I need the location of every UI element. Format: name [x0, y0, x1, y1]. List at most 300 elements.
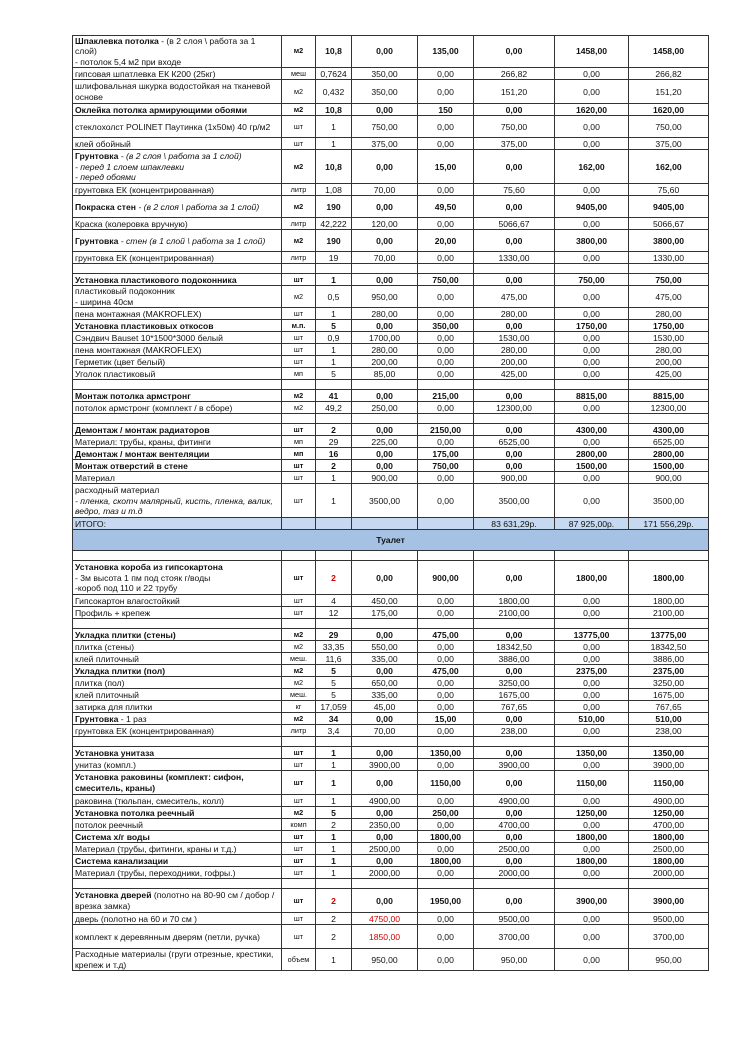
unit: мп: [282, 436, 316, 448]
unit: шт: [282, 274, 316, 286]
empty-cell: [474, 737, 555, 747]
empty-cell: [474, 414, 555, 424]
unit: литр: [282, 252, 316, 264]
price-material: 225,00: [352, 436, 418, 448]
price-material: 0,00: [352, 889, 418, 913]
unit: шт: [282, 925, 316, 949]
item-name: Демонтаж / монтаж вентеляции: [73, 448, 282, 460]
sum-work: 0,00: [555, 607, 629, 619]
sum-material: 3900,00: [474, 759, 555, 771]
item-note: - (в 2 слоя \ работа за 1 слой) - перед 1 слоем шпаклевки - перед обоями: [75, 151, 242, 182]
quantity: 5: [316, 665, 352, 677]
unit: м2: [282, 402, 316, 414]
price-work: 900,00: [418, 561, 474, 595]
price-material: 3900,00: [352, 759, 418, 771]
sum-total: 4900,00: [629, 795, 709, 807]
sum-work: 2375,00: [555, 665, 629, 677]
empty-cell: [282, 737, 316, 747]
table-row: [73, 629, 709, 641]
sum-material: 200,00: [474, 356, 555, 368]
sum-work: 4300,00: [555, 424, 629, 436]
table-row: [73, 889, 709, 913]
empty-cell: [474, 619, 555, 629]
sum-total: 75,60: [629, 184, 709, 196]
price-work: 0,00: [418, 344, 474, 356]
sum-material: 1675,00: [474, 689, 555, 701]
price-material: 335,00: [352, 689, 418, 701]
item-name: расходный материал - пленка, скотч малярный, кисть, пленка, валик, ведро, таз и т.д: [73, 484, 282, 518]
empty-cell: [282, 619, 316, 629]
empty-cell: [629, 380, 709, 390]
sum-total: 3900,00: [629, 889, 709, 913]
price-work: 0,00: [418, 925, 474, 949]
table-row: [73, 116, 709, 138]
price-work: 0,00: [418, 484, 474, 518]
quantity: 41: [316, 390, 352, 402]
price-material: 0,00: [352, 196, 418, 218]
unit: м2: [282, 36, 316, 68]
table-row: [73, 196, 709, 218]
sum-material: 9500,00: [474, 913, 555, 925]
item-name: грунтовка ЕК (концентрированная): [73, 725, 282, 737]
table-row: [73, 436, 709, 448]
table-row: [73, 701, 709, 713]
table-row: [73, 641, 709, 653]
sum-material: 0,00: [474, 747, 555, 759]
sum-work: 1500,00: [555, 460, 629, 472]
unit: шт: [282, 795, 316, 807]
item-name: Оклейка потолка армирующими обоями: [73, 104, 282, 116]
sum-material: 425,00: [474, 368, 555, 380]
sum-work: 0,00: [555, 795, 629, 807]
sum-work: 8815,00: [555, 390, 629, 402]
section-header-row: [73, 530, 709, 551]
unit: шт: [282, 460, 316, 472]
sum-material: 3700,00: [474, 925, 555, 949]
quantity: 190: [316, 230, 352, 252]
item-name: Герметик (цвет белый): [73, 356, 282, 368]
price-work: 475,00: [418, 665, 474, 677]
unit: м2: [282, 629, 316, 641]
unit: м2: [282, 196, 316, 218]
sum-total: 1500,00: [629, 460, 709, 472]
table-row: [73, 424, 709, 436]
total-empty-cell: [282, 518, 316, 530]
item-name: Материал (трубы, фитинги, краны и т.д.): [73, 843, 282, 855]
unit: шт: [282, 913, 316, 925]
quantity: 2: [316, 819, 352, 831]
empty-cell: [73, 737, 282, 747]
quantity: 1: [316, 138, 352, 150]
unit: шт: [282, 831, 316, 843]
empty-cell: [629, 414, 709, 424]
empty-cell: [629, 737, 709, 747]
estimate-table-body: [73, 36, 709, 971]
item-name: Установка потолка реечный: [73, 807, 282, 819]
table-row: [73, 320, 709, 332]
sum-work: 0,00: [555, 653, 629, 665]
empty-cell: [352, 264, 418, 274]
sum-material: 3886,00: [474, 653, 555, 665]
unit: литр: [282, 725, 316, 737]
item-name: шлифовальная шкурка водостойкая на тканевой основе: [73, 80, 282, 104]
total-empty-cell: [418, 518, 474, 530]
item-name: Установка пластикового подоконника: [73, 274, 282, 286]
item-name: комплект к деревянным дверям (петли, ручка): [73, 925, 282, 949]
sum-total: 18342,50: [629, 641, 709, 653]
unit: литр: [282, 218, 316, 230]
empty-cell: [555, 619, 629, 629]
unit: м2: [282, 665, 316, 677]
sum-material: 0,00: [474, 196, 555, 218]
quantity: 2: [316, 561, 352, 595]
empty-cell: [555, 264, 629, 274]
quantity: 1: [316, 274, 352, 286]
empty-cell: [316, 414, 352, 424]
table-row: [73, 230, 709, 252]
sum-work: 162,00: [555, 150, 629, 184]
table-row: [73, 551, 709, 561]
unit: м2: [282, 80, 316, 104]
section-title: Туалет: [73, 530, 709, 551]
price-material: 0,00: [352, 390, 418, 402]
empty-cell: [316, 551, 352, 561]
item-note: - 3м высота 1 пм под стояк г/воды -короб под 110 и 22 трубу: [75, 572, 211, 593]
price-material: 900,00: [352, 472, 418, 484]
sum-total: 1675,00: [629, 689, 709, 701]
empty-cell: [282, 414, 316, 424]
total-empty-cell: [316, 518, 352, 530]
price-work: 0,00: [418, 819, 474, 831]
empty-cell: [73, 551, 282, 561]
sum-material: 900,00: [474, 472, 555, 484]
price-material: 350,00: [352, 68, 418, 80]
unit: шт: [282, 424, 316, 436]
price-work: 0,00: [418, 138, 474, 150]
price-work: 15,00: [418, 150, 474, 184]
price-work: 0,00: [418, 402, 474, 414]
sum-work: 0,00: [555, 332, 629, 344]
sum-work: 9405,00: [555, 196, 629, 218]
sum-total: 2375,00: [629, 665, 709, 677]
empty-cell: [555, 737, 629, 747]
price-material: 2500,00: [352, 843, 418, 855]
item-name: пластиковый подоконник - ширина 40см: [73, 286, 282, 308]
item-name: потолок армстронг (комплект / в сборе): [73, 402, 282, 414]
empty-cell: [474, 380, 555, 390]
price-work: 475,00: [418, 629, 474, 641]
sum-total: 6525,00: [629, 436, 709, 448]
price-material: 175,00: [352, 607, 418, 619]
item-note: - 1 раз: [118, 713, 147, 724]
item-name: затирка для плитки: [73, 701, 282, 713]
sum-total: 750,00: [629, 274, 709, 286]
sum-material: 375,00: [474, 138, 555, 150]
total-empty-cell: [352, 518, 418, 530]
quantity: 49,2: [316, 402, 352, 414]
unit: м2: [282, 286, 316, 308]
table-row: [73, 725, 709, 737]
table-row: [73, 356, 709, 368]
quantity: 2: [316, 925, 352, 949]
empty-cell: [316, 264, 352, 274]
item-name: Грунтовка - 1 раз: [73, 713, 282, 725]
table-row: [73, 484, 709, 518]
empty-cell: [73, 380, 282, 390]
table-row: [73, 807, 709, 819]
sum-total: 1330,00: [629, 252, 709, 264]
quantity: 10,8: [316, 150, 352, 184]
price-material: 350,00: [352, 80, 418, 104]
table-row: [73, 855, 709, 867]
sum-work: 1458,00: [555, 36, 629, 68]
sum-work: 0,00: [555, 138, 629, 150]
price-work: 0,00: [418, 332, 474, 344]
price-work: 49,50: [418, 196, 474, 218]
quantity: 0,432: [316, 80, 352, 104]
sum-total: 151,20: [629, 80, 709, 104]
sum-material: 2100,00: [474, 607, 555, 619]
empty-cell: [282, 551, 316, 561]
item-name: Грунтовка - стен (в 1 слой \ работа за 1 слой): [73, 230, 282, 252]
quantity: 1: [316, 855, 352, 867]
sum-total: 3886,00: [629, 653, 709, 665]
unit: м2: [282, 104, 316, 116]
item-name: Демонтаж / монтаж радиаторов: [73, 424, 282, 436]
unit: м2: [282, 807, 316, 819]
empty-cell: [418, 380, 474, 390]
empty-cell: [73, 264, 282, 274]
item-name: Материал (трубы, переходники, гофры.): [73, 867, 282, 879]
sum-total: 3800,00: [629, 230, 709, 252]
table-row: [73, 737, 709, 747]
unit: м2: [282, 641, 316, 653]
table-row: [73, 561, 709, 595]
sum-total: 1530,00: [629, 332, 709, 344]
item-name: гипсовая шпатлевка ЕК К200 (25кг): [73, 68, 282, 80]
quantity: 1: [316, 344, 352, 356]
table-row: [73, 460, 709, 472]
quantity: 33,35: [316, 641, 352, 653]
table-row: [73, 390, 709, 402]
sum-total: 1458,00: [629, 36, 709, 68]
price-material: 70,00: [352, 725, 418, 737]
quantity: 1,08: [316, 184, 352, 196]
unit: шт: [282, 889, 316, 913]
sum-work: 3900,00: [555, 889, 629, 913]
item-name: стеклохолст POLINET Паутинка (1х50м) 40 гр/м2: [73, 116, 282, 138]
sum-work: 0,00: [555, 913, 629, 925]
sum-material: 0,00: [474, 889, 555, 913]
total-row: [73, 518, 709, 530]
sum-work: 0,00: [555, 759, 629, 771]
sum-total: 510,00: [629, 713, 709, 725]
sum-material: 0,00: [474, 150, 555, 184]
sum-material: 4700,00: [474, 819, 555, 831]
table-row: [73, 925, 709, 949]
sum-total: 1800,00: [629, 595, 709, 607]
item-name: Шпаклевка потолка - (в 2 слоя \ работа за 1 слой) - потолок 5,4 м2 при входе: [73, 36, 282, 68]
quantity: 1: [316, 867, 352, 879]
sum-work: 0,00: [555, 484, 629, 518]
sum-material: 12300,00: [474, 402, 555, 414]
sum-work: 0,00: [555, 356, 629, 368]
unit: шт: [282, 595, 316, 607]
item-name: Гипсокартон влагостойкий: [73, 595, 282, 607]
sum-total: 3500,00: [629, 484, 709, 518]
sum-total: 1350,00: [629, 747, 709, 759]
table-row: [73, 713, 709, 725]
total-s2: 87 925,00р.: [555, 518, 629, 530]
sum-work: 1800,00: [555, 831, 629, 843]
table-row: [73, 759, 709, 771]
item-name: Сэндвич Bauset 10*1500*3000 белый: [73, 332, 282, 344]
price-work: 0,00: [418, 641, 474, 653]
sum-total: 1750,00: [629, 320, 709, 332]
quantity: 1: [316, 949, 352, 971]
sum-total: 280,00: [629, 344, 709, 356]
table-row: [73, 332, 709, 344]
unit: шт: [282, 472, 316, 484]
item-name: клей плиточный: [73, 689, 282, 701]
empty-cell: [555, 380, 629, 390]
price-material: 0,00: [352, 230, 418, 252]
price-material: 0,00: [352, 629, 418, 641]
price-material: 750,00: [352, 116, 418, 138]
sum-total: 238,00: [629, 725, 709, 737]
unit: шт: [282, 116, 316, 138]
price-work: 0,00: [418, 218, 474, 230]
sum-work: 0,00: [555, 677, 629, 689]
sum-total: 12300,00: [629, 402, 709, 414]
sum-material: 0,00: [474, 36, 555, 68]
sum-total: 2800,00: [629, 448, 709, 460]
sum-material: 0,00: [474, 807, 555, 819]
sum-work: 0,00: [555, 286, 629, 308]
unit: шт: [282, 332, 316, 344]
item-name: Установка дверей (полотно на 80-90 см / добор / врезка замка): [73, 889, 282, 913]
unit: мп: [282, 368, 316, 380]
price-material: 950,00: [352, 286, 418, 308]
price-material: 4900,00: [352, 795, 418, 807]
price-material: 3500,00: [352, 484, 418, 518]
empty-cell: [352, 879, 418, 889]
item-name: Уголок пластиковый: [73, 368, 282, 380]
sum-work: 0,00: [555, 184, 629, 196]
price-work: 0,00: [418, 368, 474, 380]
empty-cell: [555, 879, 629, 889]
sum-material: 0,00: [474, 831, 555, 843]
unit: шт: [282, 771, 316, 795]
price-work: 0,00: [418, 472, 474, 484]
sum-total: 1150,00: [629, 771, 709, 795]
sum-total: 425,00: [629, 368, 709, 380]
sum-work: 0,00: [555, 80, 629, 104]
price-material: 950,00: [352, 949, 418, 971]
empty-cell: [282, 380, 316, 390]
table-row: [73, 274, 709, 286]
sum-material: 0,00: [474, 713, 555, 725]
item-name: Профиль + крепеж: [73, 607, 282, 619]
empty-cell: [316, 737, 352, 747]
sum-material: 238,00: [474, 725, 555, 737]
sum-work: 0,00: [555, 116, 629, 138]
price-work: 750,00: [418, 460, 474, 472]
price-material: 0,00: [352, 747, 418, 759]
quantity: 29: [316, 436, 352, 448]
price-material: 0,00: [352, 561, 418, 595]
sum-total: 2000,00: [629, 867, 709, 879]
item-name: Система х/г воды: [73, 831, 282, 843]
item-name: Материал: трубы, краны, фитинги: [73, 436, 282, 448]
price-work: 0,00: [418, 184, 474, 196]
quantity: 1: [316, 843, 352, 855]
quantity: 5: [316, 689, 352, 701]
sum-work: 0,00: [555, 819, 629, 831]
empty-cell: [474, 551, 555, 561]
sum-work: 0,00: [555, 252, 629, 264]
sum-work: 0,00: [555, 641, 629, 653]
table-row: [73, 80, 709, 104]
table-row: [73, 150, 709, 184]
sum-total: 950,00: [629, 949, 709, 971]
unit: меш.: [282, 689, 316, 701]
table-row: [73, 380, 709, 390]
unit: шт: [282, 747, 316, 759]
unit: мeш.: [282, 653, 316, 665]
unit: шт: [282, 308, 316, 320]
sum-material: 0,00: [474, 855, 555, 867]
table-row: [73, 36, 709, 68]
empty-cell: [316, 879, 352, 889]
item-name: Установка короба из гипсокартона - 3м высота 1 пм под стояк г/воды -короб под 110 и 22 трубу: [73, 561, 282, 595]
sum-work: 1150,00: [555, 771, 629, 795]
item-name: Укладка плитки (пол): [73, 665, 282, 677]
quantity: 1: [316, 356, 352, 368]
sum-material: 0,00: [474, 104, 555, 116]
sum-material: 280,00: [474, 344, 555, 356]
item-note: (полотно на 80-90 см / добор / врезка замка): [75, 890, 275, 911]
sum-material: 1800,00: [474, 595, 555, 607]
price-work: 135,00: [418, 36, 474, 68]
empty-cell: [352, 737, 418, 747]
table-row: [73, 913, 709, 925]
table-row: [73, 747, 709, 759]
sum-total: 2500,00: [629, 843, 709, 855]
unit: кг: [282, 701, 316, 713]
item-name: Укладка плитки (стены): [73, 629, 282, 641]
empty-cell: [352, 551, 418, 561]
item-note: - (в 2 слоя \ работа за 1 слой): [135, 201, 260, 212]
empty-cell: [629, 264, 709, 274]
quantity: 11,6: [316, 653, 352, 665]
empty-cell: [352, 619, 418, 629]
price-material: 0,00: [352, 104, 418, 116]
unit: шт: [282, 561, 316, 595]
price-work: 1800,00: [418, 831, 474, 843]
table-row: [73, 867, 709, 879]
table-row: [73, 184, 709, 196]
price-material: 120,00: [352, 218, 418, 230]
table-row: [73, 414, 709, 424]
table-row: [73, 368, 709, 380]
total-label: ИТОГО:: [73, 518, 282, 530]
sum-material: 0,00: [474, 629, 555, 641]
quantity: 1: [316, 116, 352, 138]
empty-cell: [282, 879, 316, 889]
price-material: 2000,00: [352, 867, 418, 879]
price-material: 375,00: [352, 138, 418, 150]
